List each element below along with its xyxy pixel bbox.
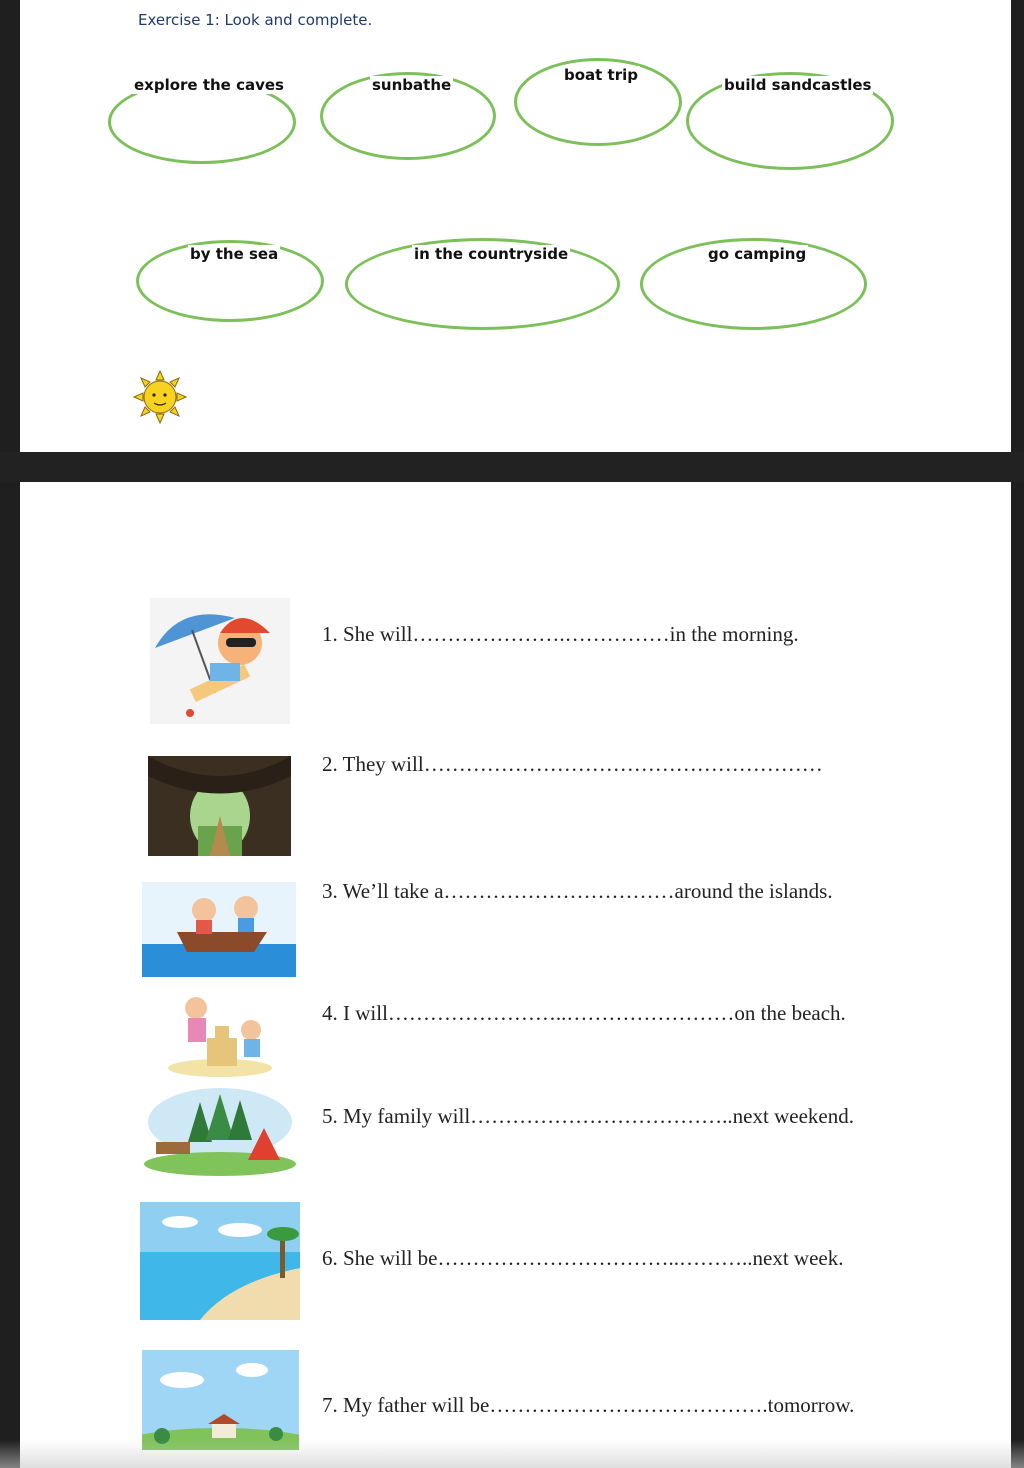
sentence-text: next weekend. [732,1104,854,1128]
sun-icon [133,370,187,424]
girl-sunbathing-icon [150,598,290,724]
word-label: go camping [708,245,807,263]
worksheet-page-1 [20,0,1011,452]
sentence-text: in the morning. [669,622,799,646]
answer-blank[interactable]: ………………….…………… [412,622,670,646]
sentence-text: 6. She will be [322,1246,438,1270]
answer-blank[interactable]: ……………………………….. [470,1104,733,1128]
sentence-text: 4. I will [322,1001,388,1025]
sentence-2 [322,752,823,777]
sentence-text: tomorrow. [767,1393,855,1417]
sentence-text: 2. They will [322,752,424,776]
answer-blank[interactable]: …………………………………. [489,1393,768,1417]
sentence-text: 1. She will [322,622,413,646]
sentence-text: around the islands. [674,879,833,903]
sentence-5 [322,1104,854,1129]
camping-icon [140,1082,300,1178]
sentence-text: on the beach. [734,1001,846,1025]
word-label: by the sea [190,245,279,263]
answer-blank[interactable]: ……………………………..……….. [437,1246,753,1270]
worksheet-page-2 [20,482,1011,1468]
countryside-icon [142,1350,299,1450]
sentence-6 [322,1246,843,1271]
boat-trip-icon [142,882,296,977]
word-label: build sandcastles [724,76,872,94]
sentence-1 [322,622,799,647]
sandcastle-icon [163,986,278,1078]
answer-blank[interactable]: ……………………..…………………… [387,1001,735,1025]
sentence-4 [322,1001,846,1026]
answer-blank[interactable]: …………………………… [443,879,675,903]
sentence-text: 3. We’ll take a [322,879,444,903]
bottom-shadow [0,1440,1024,1468]
beach-icon [140,1202,300,1320]
sentence-text: next week. [752,1246,844,1270]
page-divider [0,452,1024,482]
word-label: explore the caves [134,76,284,94]
word-label: sunbathe [372,76,452,94]
word-label: in the countryside [414,245,569,263]
exercise-title: Exercise 1: Look and complete. [138,11,373,29]
sentence-3 [322,879,833,904]
sentence-text: 7. My father will be [322,1393,490,1417]
sentence-text: 5. My family will [322,1104,471,1128]
cave-icon [148,756,291,856]
word-label: boat trip [564,66,639,84]
sentence-7 [322,1393,854,1418]
answer-blank[interactable]: ………………………………………………… [423,752,823,776]
